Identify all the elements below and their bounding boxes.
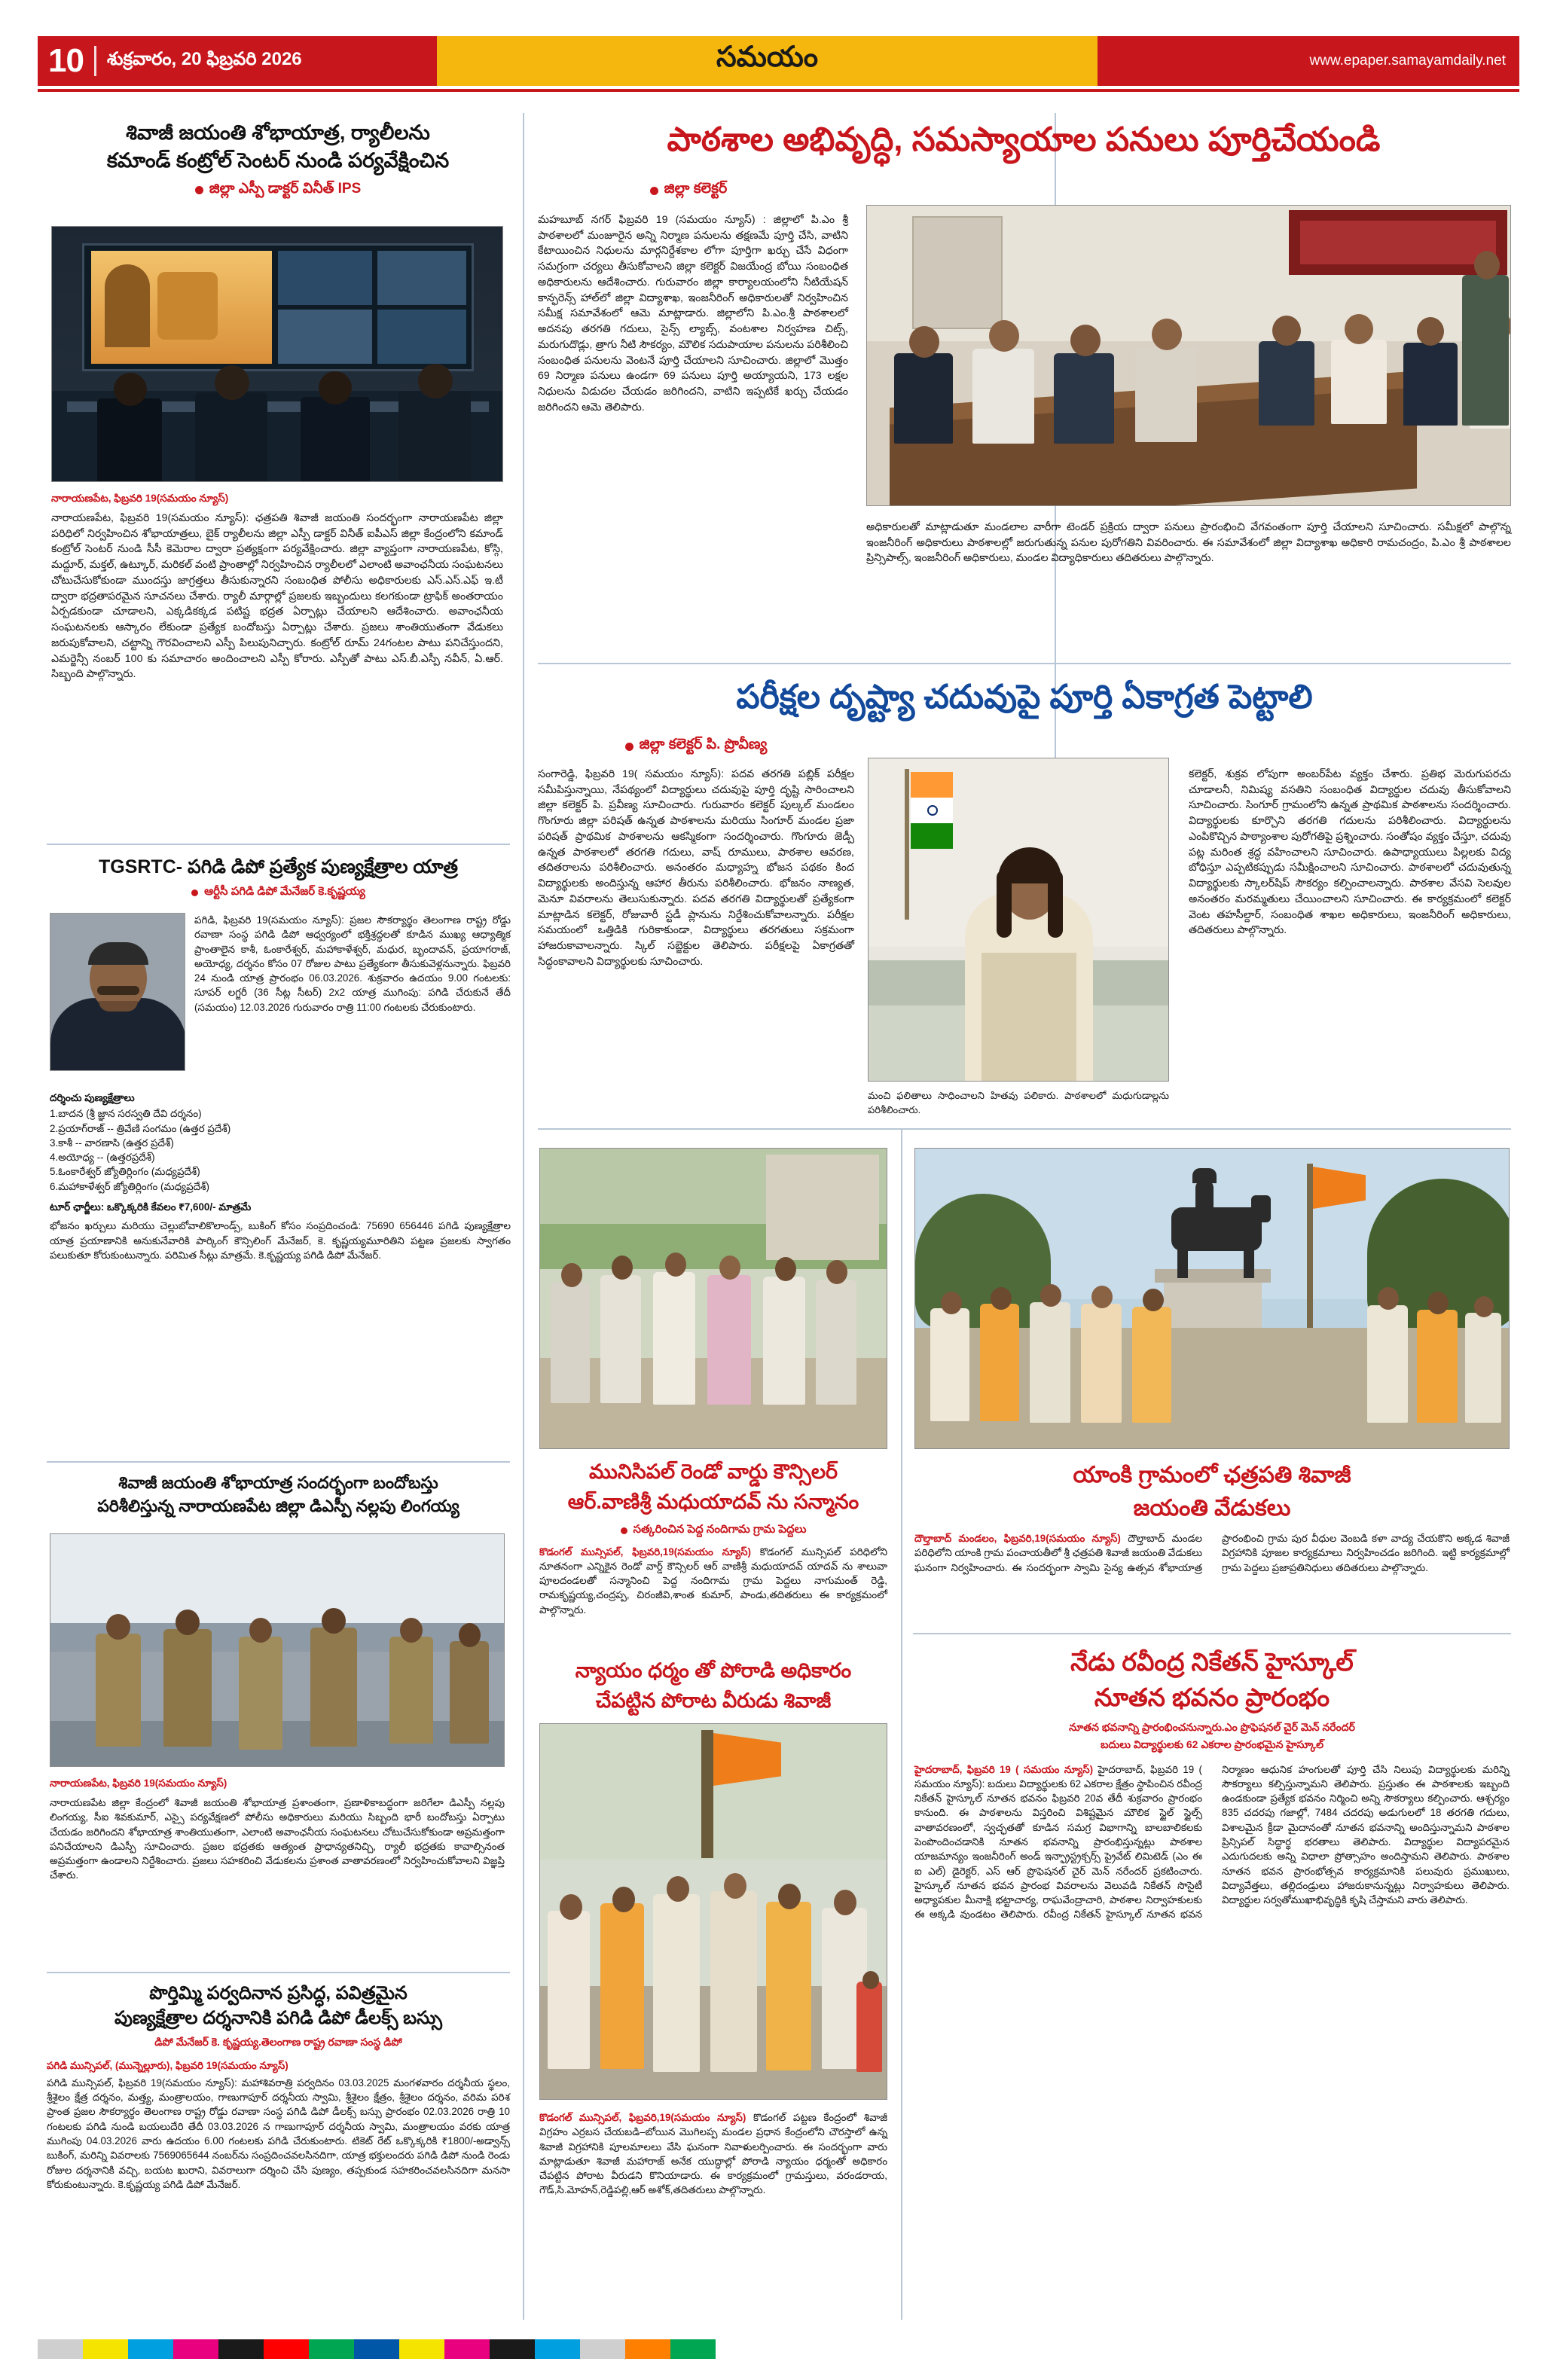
col4-story2-headline-1: నేడు రవీంద్ర నికేతన్ హైస్కూల్ <box>1070 1648 1354 1676</box>
col2-divider-2 <box>538 1128 1511 1130</box>
col2-main-byline-wrap <box>538 181 839 200</box>
col4-story1-headline-1: యాంకి గ్రామంలో ఛత్రపతి శివాజీ <box>1073 1463 1351 1488</box>
col4-story2-sub-2: బదులు విద్యార్థులకు 62 ఎకరాల ప్రారంభమైన హైస్కూల్ <box>1100 1738 1324 1750</box>
pilgrim-item: 1.బాదన (శ్రీ జ్ఞాన సరస్వతి దేవి దర్శనం) <box>50 1108 202 1120</box>
col4-story1-headline-2: జయంతి వేడుకలు <box>1133 1495 1291 1521</box>
col1-block4 <box>47 1982 510 2192</box>
col1-lead-body: నారాయణపేట, ఫిబ్రవరి 19(సమయం న్యూస్): ఛత్రపతి శివాజీ జయంతి సందర్భంగా నారాయణపేట జిల్లా పరిధిలో నిర్వహించిన శోభాయాత్రలు, బైక్ ర్యాలీలను జిల్లా ఎస్పీ డాక్టర్ వినీత్ ఐపీఎస్ జిల్లా కేంద్రంలోని కమాండ్ కంట్రోల్ సెంటర్ నుండి సీసీ కెమెరాల ద్వారా ప్రత్యక్షంగా పర్యవేక్షించారు. జిల్లా వ్యాప్తంగా నారాయణపేట, కోస్గి, మద్దూర్, మక్తల్, ఉట్కూర్, మరికల్ వంటి ప్రాంతాల్లో నిర్వహించిన ర్యాలీలలో ఎలాంటి అవాంఛనీయ సంఘటనలు చోటుచేసుకోకుండా ముందస్తు జాగ్రత్తలు తీసుకున్నారని సంబంధిత పోలీసు అధికారులకు ఎస్.ఎస్.ఎఫ్ ఇ.టీ ద్వారా భద్రతాపరమైన సూచనలు చేశారు. ర్యాలీ మార్గాల్లో ప్రజలకు ఇబ్బందులు కలగకుండా ట్రాఫిక్ అంతరాయం ఏర్పడకుండా చూడాలని, ఎక్కడికక్కడ పటిష్ట భద్రత ఏర్పాట్లు చేయాలని ఆదేశించారు. అవాంఛనీయ సంఘటనలకు ఆస్కారం లేకుండా ప్రత్యేక బందోబస్తు ఏర్పాట్లు చేశారు. ప్రజలు శాంతియుతంగా వేడుకలు జరుపుకోవాలని, చట్టాన్ని గౌరవించాలని ఎస్పీ పిలుపునిచ్చారు. కంట్రోల్ రూమ్ 24గంటల పాటు పనిచేస్తుందని, ఎమర్జెన్సీ నంబర్ 100 కు సమాచారం అందించాలని ఎస్పీ కోరారు. ఎస్పీతో పాటు ఎస్.బీ.ఎస్పీ నవీన్, ఏ.ఆర్. సిబ్బంది పాల్గొన్నారు. <box>51 512 503 681</box>
col3-story2-headline-1: న్యాయం ధర్మం తో పోరాడి అధికారం <box>575 1659 852 1682</box>
col2-main-bullet-row <box>538 181 839 200</box>
photo-councillor-felicitation <box>539 1148 887 1449</box>
col3-story2-byline: కొడంగల్ మున్సిపల్, ఫిబ్రవరి,19(సమయం న్యూస్) <box>539 2112 746 2123</box>
col1-tour-note: భోజనం ఖర్చులు మరియు చెల్లుబోవాలికొలాండ్స్, బుకింగ్ కోసం సంప్రదించండి: 75690 656446 పగిడి పుణ్యక్షేత్రాల యాత్ర ప్రయాణానికి అనుకునేవారికి పార్కింగ్ కౌన్సిలింగ్ మేనేజర్, కె. కృష్ణయ్యమూరితిని పట్టణ ప్రజలకు స్వాగతం పలుకుతూ కోరుకుంటున్నారు. పరిమిత సీట్లు మాత్రమే. కె.కృష్ణయ్య పగిడి డిపో మేనేజర్. <box>50 1220 511 1261</box>
pilgrim-item: 2.ప్రయాగ్‌రాజ్ -- త్రివేణి సంగమం (ఉత్తర ప్రదేశ్) <box>50 1122 231 1134</box>
col2-main-body-left: మహబూబ్ నగర్ ఫిబ్రవరి 19 (సమయం న్యూస్) : జిల్లాలో పి.ఎం శ్రీ పాఠశాలలో మంజూరైన అన్ని నిర్మాణ పనులను తక్షణమే పూర్తి చేసి, వాటిని కేటాయించిన నిధులను మార్గనిర్దేశకాల లోగా పూర్తిగా ఖర్చు చేసే విధంగా సమగ్రంగా చర్యలు తీసుకోవాలని జిల్లా కలెక్టర్ విజయేంద్ర బోయి సంబంధిత అధికారులను ఆదేశించారు. గురువారం జిల్లా కార్యాలయంలోని నీటియేషన్ కాన్ఫరెన్స్ హాల్‌లో జిల్లా విద్యాశాఖ, ఇంజనీరింగ్ అధికారులతో నిర్వహించిన సమీక్ష సమావేశంలో ఆమె మాట్లాడారు. జిల్లాలోని పి.ఎం.శ్రీ పాఠశాలలో అదనపు తరగతి గదులు, సైన్స్ ల్యాబ్స్, వంటశాల నిర్వహణ చిట్స్, మరుగుదొడ్లు, త్రాగు నీటి సౌకర్యం, మౌలిక సదుపాయాల పనులను పరిశీలించి సంబంధిత పనులను వెంటనే పూర్తి చేయాలని సూచించారు. జిల్లాలో మొత్తం 69 నిర్మాణ పనులు ఉండగా 69 పనులు పూర్తి అయ్యాయని, 173 లక్షల నిధులను విడుదల చేయడం జరిగిందని, వాటిని ఇప్పటికే ఖర్చు చేయడం జరిగిందని ఆమె తెలిపారు. <box>538 214 848 413</box>
col2-second-byline-wrap <box>538 737 854 756</box>
col2-second-bullet-row <box>538 737 854 756</box>
col1-tour-charge-label: టూర్ ఛార్జీలు: <box>50 1201 105 1213</box>
masthead-left <box>38 36 437 86</box>
col4-story1-byline: దౌల్తాబాద్ మండలం, ఫిబ్రవరి,19(సమయం న్యూస్) <box>914 1533 1121 1544</box>
column-1 <box>44 121 512 200</box>
registration-color-bar <box>38 2339 716 2359</box>
bullet-dot-icon <box>625 743 633 751</box>
col1-pilgrim-block <box>50 1091 511 1262</box>
col1-tsrtc-byline-row <box>47 885 510 901</box>
col1-block4-byline: పగిడి మున్సిపల్, (మున్నెల్లూరు), ఫిబ్రవరి 19(సమయం న్యూస్) <box>47 2059 289 2071</box>
col1-lead-caption-dateline: నారాయణపేట, ఫిబ్రవరి 19(సమయం న్యూస్) <box>51 493 229 504</box>
col2-second-body-right: కలెక్టర్, శుక్రవ లోపుగా అంబర్‌పేట వ్యక్తం చేశారు. ప్రతిభ మెరుగుపరచు చూడాలనీ, నిమిష్య వసతిని సంబంధిత విద్యార్థుల చదువు తీసుకోవాలని సూచించారు. సింగూర్ గ్రామంలోని ఉన్నత ప్రాథమిక పాఠశాలను సందర్శించారు. విద్యార్థులకు కూర్చొని తరగతి గదులను పరిశీలించారు. విద్యార్థులను ఎంపికొచ్చిన పాఠ్యాంశాల పురోగతిపై ప్రశ్నించారు. సంతోషం వ్యక్తం చేస్తూ, చదువు పట్ల మరింత శ్రద్ధ వహించాలని సూచించారు. ఉపాధ్యాయులు పిల్లలకు విద్య బోధిస్తూ ఎప్పటికప్పుడు సమీక్షించాలని సూచించారు. పాఠశాలలో చదువుతున్న విద్యార్థులకు స్కాలర్‌షిప్ సౌకర్యం కల్పించాలన్నారు. పాఠశాల వేసవి సెలవుల అనంతరం మరమ్మతులు చేయించాలని సూచించారు. ఈ కార్యక్రమంలో కలెక్టర్ వెంట తహసీల్దార్, సంబంధిత శాఖల అధికారులు, ఇంజనీరింగ్ అధికారులు, తదితరులు పాల్గొన్నారు. <box>1189 768 1511 937</box>
col3-story2-headline-2: చేపట్టిన పోరాట వీరుడు శివాజీ <box>595 1689 832 1712</box>
col4-story2-body: హైదరాబాద్, ఫిబ్రవరి 19 ( సమయం న్యూస్): బదులు విద్యార్థులకు 62 ఎకరాల క్షేత్రం స్థాపించిన రవీంద్ర నికేతన్ హైస్కూల్ నూతన భవనం ఫిబ్రవరి 20వ తేదీ శుక్రవారం ప్రారంభం కానుంది. ఈ పాఠశాలను విస్తరించి విశిష్టమైన మౌలిక స్టైల్ స్టైల్స్ వాతావరణంలో, స్వచ్ఛతతో కూడిన సమగ్ర విభాగాన్ని బాలబాలికలకు పెంపొందించడానికి నూతన భవనాన్ని ప్రారంభిస్తున్నట్లు పాఠశాల యాజమాన్యం ఇంజనీరింగ్ అండ్ ఇన్ఫ్రాస్ట్రక్చర్స్ ప్రైవేట్ లిమిటెడ్ (ఎం ఈ ఐ ఎల్) డైరెక్టర్, ఎస్ ఆర్ ప్రొఫెషనల్ చైర్ మెన్ నరేందర్ ప్రకటించారు. హైస్కూల్ నూతన భవన ప్రారంభ వివరాలను వెలువడి నికేతన్ సొసైటీ అధ్యాపకుల మీనాక్షి భట్టాచార్య, రాఘవేంద్రాచారి, పాఠశాల నిర్వాహకులకు ఈ అక్కడి వుండటం తెలిపారు. రవీంద్ర నికేతన్ హైస్కూల్ నూతన భవన నిర్మాణం ఆధునిక హంగులతో పూర్తి చేసి నిలుపు విద్యార్థులకు మరిన్ని సౌకర్యాలు కల్పిస్తున్నామని తెలిపారు. ప్రస్తుతం ఈ పాఠశాలకు ఇబ్బంది ఉండకుండా ప్రత్యేక భవనం నిర్మించి అన్ని సౌకర్యాలు కల్పించారు. ఆశ్చర్యం 835 చదరపు గజాల్లో, 7484 చదరపు అడుగులలో 18 తరగతి గదులు, విశాలమైన క్రీడా మైదానంతో నూతన భవనాన్ని అందిస్తున్నామని పాఠశాల ప్రిన్సిపల్ సిద్ధార్థ భరతాలు తెలిపారు. విద్యార్థుల విద్యాపరమైన ఎదుగుదలకు అన్ని విధాలా ప్రోత్సాహం అందిస్తామని తెలిపారు. పాఠశాల నూతన భవన ప్రారంభోత్సవ కార్యక్రమానికి పలువురు ప్రముఖులు, విద్యావేత్తలు, తల్లిదండ్రులు హాజరుకానున్నట్లు నిర్వాహకులు తెలిపారు. విద్యార్థుల సర్వతోముఖాభివృద్ధికి కృషి చేస్తామని వారు తెలిపారు. <box>914 1763 1510 1921</box>
col3-story1-headline-1: మునిసిపల్ రెండో వార్డు కౌన్సిలర్ <box>588 1460 838 1483</box>
col2-second-body-left: సంగారెడ్డి, ఫిబ్రవరి 19( సమయం న్యూస్): పదవ తరగతి పబ్లిక్ పరీక్షల సమీపిస్తున్నాయి, నేపథ్యంలో విద్యార్థులు చదువుపై పూర్తి దృష్టి సారించాలని జిల్లా కలెక్టర్ పి. ప్రవీణ్య సూచించారు. గురువారం కలెక్టర్ పుల్కల్ మండలం గొంగూరు జిల్లా పరిషత్ ఉన్నత పాఠశాలను మరియు సింగూర్ మండల ప్రజా పరిషత్ ప్రాథమిక పాఠశాలను ఆకస్మికంగా సందర్శించారు. గొంగూరు జెడ్పీ ఉన్నత పాఠశాలలో తరగతి గదులు, వాష్ రూములు, పాఠశాల ఆవరణ, తదితరాలను పరిశీలించారు. అనంతరం మధ్యాహ్న భోజన పథకం కింద విద్యార్థులకు అందిస్తున్న ఆహార తీరును పరిశీలించారు. భోజనం నాణ్యత, మెనూ వివరాలను తెలుసుకున్నారు. పదవ తరగతి విద్యార్థులతో ప్రత్యేకంగా మాట్లాడిన కలెక్టర్, రోజువారీ స్టడీ ప్లానును నిర్దేశించుకోవాలన్నారు. పరీక్షల సమయంలో ఒత్తిడికి గురికాకుండా, విద్యార్థులు తరగతులు సక్రమంగా హాజరుకావాలన్నారు. స్కిల్ సబ్జెక్టుల తెలిపారు. పరీక్షలపై ఏకాగ్రతతో సిద్ధంకావాలని విద్యార్థులకు సూచించారు. <box>538 768 854 968</box>
col1-block4-headline-1: పొర్తిమ్మి పర్వదినాన ప్రసిద్ధ, పవిత్రమైన <box>149 1983 408 2003</box>
col1-block3-headline-1: శివాజీ జయంతి శోభాయాత్ర సందర్భంగా బందోబస్తు <box>118 1473 438 1492</box>
col2-main-body-right: అధికారులతో మాట్లాడుతూ మండలాల వారీగా టెండర్ ప్రక్రియ ద్వారా పనులు ప్రారంభించి వేగవంతంగా పూర్తి చేయాలని సూచించారు. సమీక్షలో పాల్గొన్న ఇంజనీరింగ్ అధికారులు పాఠశాలల్లో జరుగుతున్న పనుల పురోగతిని వివరించారు. ఈ సమావేశంలో జిల్లా విద్యాశాఖ అధికారి రామచంద్రం, పి.ఎం శ్రీ పాఠశాలల ప్రిన్సిపాల్స్, ఇంజనీరింగ్ అధికారులు, మండల విద్యాధికారులు తదితరులు పాల్గొన్నారు. <box>866 521 1511 565</box>
epaper-url[interactable]: www.epaper.samayamdaily.net <box>1309 53 1506 69</box>
col1-block3-body: నారాయణపేట జిల్లా కేంద్రంలో శివాజీ జయంతి శోభాయాత్ర ప్రశాంతంగా, ప్రణాళికాబద్ధంగా జరిగేలా డిఎస్పీ నల్లపు లింగయ్య, సీఐ శివకుమార్, ఎస్సై పర్యవేక్షణలో పోలీసు అధికారులు మరియు సిబ్బంది భారీ బందోబస్తు ఏర్పాటు చేయడం జరిగిందని శోభాయాత్ర శాంతియుతంగా, ఎలాంటి అవాంఛనీయ సంఘటనలు చోటుచేసుకోకుండా అప్రమత్తంగా పనిచేయాలని డిఎస్పీ సూచించారు. ప్రజల భద్రతకు ఆత్యంత ప్రాధాన్యతనిచ్చి, ర్యాలీ భద్రతకు కావాల్సినంత అప్రమత్తంగా ఉండాలని నిర్దేశించారు. ప్రజలు సహకరించి వేడుకలను ప్రశాంత వాతావరణంలో నిర్వహించుకోవాలని విజ్ఞప్తి చేశారు. <box>50 1797 505 1881</box>
masthead <box>38 36 1519 86</box>
col4-story2-byline: హైదరాబాద్, ఫిబ్రవరి 19 ( సమయం న్యూస్) <box>914 1763 1094 1775</box>
col1-tsrtc-body: పగిడి, ఫిబ్రవరి 19(సమయం న్యూస్): ప్రజల సౌకర్యార్థం తెలంగాణ రాష్ట్ర రోడ్డు రవాణా సంస్థ పగిడి డిపో ఆధ్వర్యంలో భక్తిశ్రద్ధలతో కూడిన ముఖ్య ఆధ్యాత్మిక ప్రాంతాలైన కాశీ, ఓంకారేశ్వర్, మహాకాళేశ్వర్, మధుర, బృందావన్, ప్రయాగరాజ్, అయోధ్య, దర్శనం కోసం 07 రోజుల పాటు ప్రత్యేకంగా తీసుకువెళ్లనున్నారు. ఫిబ్రవరి 24 నుండి యాత్ర ప్రారంభం 06.03.2026. శుక్రవారం ఉదయం 9.00 గంటలకు: సూపర్ లగ్జరీ (36 సీట్ల సీటర్) 2x2 యాత్ర ముగింపు: పగిడి చేరుకునే తేదీ (సమయం) 12.03.2026 గురువారం రాత్రి 11:00 గంటలకు చేరుకుంటారు. <box>194 914 511 1013</box>
col3-story1-headline-2: ఆర్.వాణిశ్రీ మధుయాదవ్ ను సన్మానం <box>567 1490 859 1513</box>
col4-story1-body: దౌల్తాబాద్ మండల పరిధిలోని యాంకి గ్రామ పంచాయతీలో శ్రీ ఛత్రపతి శివాజీ జయంతి వేడుకలు ఘనంగా నిర్వహించారు. ఈ సందర్భంగా స్వామి సైన్య ఉత్సవ శోభాయాత్ర ప్రారంభించి గ్రామ పుర వీధుల వెంబడి కళా వాద్య చేయకొని అక్కడ శివాజీ విగ్రహానికి పూజల కార్యక్రమాలు నిర్వహించడం జరిగింది. ఇట్టి కార్యక్రమాల్లో గ్రామ పెద్దలు ప్రజాప్రతినిధులు తదితరులు పాల్గొన్నారు. <box>914 1533 1510 1573</box>
col3-story1-body: కొడంగల్ మున్సిపల్ పరిధిలోని నూతనంగా ఎన్నికైన రెండో వార్డ్ కౌన్సిలర్ ఆర్ వాణిశ్రీ మధుయాదవ్ యాదవ్ ను శాలువా పూలదండలతో సన్మానించి పెద్ద నందిగామ గ్రామ పెద్దలు నాగుమంత్ రెడ్డి, రామకృష్ణయ్య,చంద్రప్ప, చిరంజీవి,శాంత కుమార్, పాండు,తదితరులు ఈ కార్యక్రమంలో పాల్గొన్నారు. <box>539 1545 887 1616</box>
pilgrim-item: 3.కాశీ -- వారణాసి (ఉత్తర ప్రదేశ్) <box>50 1137 174 1149</box>
col1-tsrtc-block <box>47 856 510 901</box>
col1-divider-2 <box>47 1461 510 1463</box>
col2-second-photo-caption: మంచి ఫలితాలు సాధించాలని హితవు పలికారు. పాఠశాలలో మధుగుడాల్లను పరిశీలించారు. <box>868 1090 1169 1115</box>
col1-block3-heads <box>47 1473 510 1517</box>
col1-block3-caption-dateline: నారాయణపేట, ఫిబ్రవరి 19(సమయం న్యూస్) <box>50 1777 227 1789</box>
col1-block4-headline-2: పుణ్యక్షేత్రాల దర్శనానికి పగిడి డిపో డీలక్స్ బస్సు <box>114 2008 442 2029</box>
col3-story1-byline: కొడంగల్ మున్సిపల్, ఫిబ్రవరి,19(సమయం న్యూస్) <box>539 1545 751 1558</box>
photo-collector-meeting <box>866 205 1511 506</box>
bullet-dot-icon <box>191 889 198 896</box>
column-rule-1 <box>523 113 524 2320</box>
masthead-divider <box>94 46 96 76</box>
col3-story1-bullet-row <box>539 1523 887 1539</box>
col2-divider-1 <box>538 663 1511 664</box>
publication-title: సమయం <box>716 41 818 73</box>
column-rule-2 <box>901 1130 902 2320</box>
bullet-dot-icon <box>195 186 203 194</box>
col2-second-headline: పరీక్షల దృష్ట్యా చదువుపై పూర్తి ఏకాగ్రత పెట్టాలి <box>736 679 1313 716</box>
col1-lead-headline-2: కమాండ్ కంట్రోల్ సెంటర్ నుండి పర్యవేక్షించిన <box>106 148 450 172</box>
col1-lead-byline: జిల్లా ఎస్పీ డాక్టర్ వినీత్ IPS <box>209 180 362 197</box>
masthead-center <box>437 36 1098 86</box>
photo-yanki-village-shivaji <box>914 1148 1510 1449</box>
masthead-date: శుక్రవారం, 20 ఫిబ్రవరి 2026 <box>106 48 302 69</box>
col1-block3-caption-line <box>50 1776 505 1791</box>
masthead-right <box>1098 36 1519 86</box>
col1-tsrtc-headline: TGSRTC- పగిడి డిపో ప్రత్యేక పుణ్యక్షేత్రాల యాత్ర <box>98 856 458 877</box>
col1-block4-sub: డిపో మేనేజర్ కె. కృష్ణయ్య.తెలంగాణ రాష్ట్ర రవాణా సంస్థ డిపో <box>154 2035 402 2048</box>
col4-story2-headline-2: నూతన భవనం ప్రారంభం <box>1094 1683 1330 1712</box>
col1-lead-caption <box>51 491 503 506</box>
col4-story2 <box>914 1646 1510 1922</box>
col2-second-bullet: జిల్లా కలెక్టర్ పి. ప్రొవీణ్య <box>639 737 768 752</box>
col4-divider-1 <box>913 1633 1511 1634</box>
col3-story1 <box>539 1460 887 1617</box>
col3-story2-body: కొడంగల్ పట్టణ కేంద్రంలో శివాజీ విగ్రహం ఎర్రబస చేయబడి–బోయిన మొగిలప్ప మండల ప్రధాన కేంద్రంలోని చౌరస్తాలో ఉన్న శివాజీ విగ్రహానికి పూలమాలలు వేసి ఘనంగా నివాళులర్పించారు. ఈ సందర్భంగా వారు మాట్లాడుతూ శివాజీ మహారాజ్ అనేక యుద్ధాల్లో పోరాడి న్యాయం ధర్మంతో అధికారం చేపట్టిన పోరాట వీరుడని కొనియాడారు. ఈ కార్యక్రమంలో గ్రామస్తులు, వరండరాయ, గౌడ్,సి.మోహన్,రెడ్డిపల్లి,ఆర్ అశోక్,తదితరులు పాల్గొన్నారు. <box>539 2112 887 2196</box>
pilgrim-item: 5.ఓంకారేశ్వర్ జ్యోతిర్లింగం (మధ్యప్రదేశ్) <box>50 1166 200 1178</box>
col2-main-headline-wrap <box>538 119 1510 160</box>
col1-block3-headline-2: పరిశీలిస్తున్న నారాయణపేట జిల్లా డిఎస్పీ నల్లపు లింగయ్య <box>97 1496 459 1515</box>
photo-district-collector <box>868 758 1169 1082</box>
page-number: 10 <box>48 42 84 79</box>
masthead-rule <box>38 89 1519 92</box>
col2-main-bullet: జిల్లా కలెక్టర్ <box>664 181 728 197</box>
col3-story2-text <box>539 2110 887 2198</box>
col1-pilgrim-heading: దర్శించు పుణ్యక్షేత్రాలు <box>50 1092 135 1103</box>
col3-story1-bullet: సత్కరించిన పెద్ద నందిగామ గ్రామ పెద్దలు <box>633 1522 807 1536</box>
photo-police-bandobast <box>50 1533 505 1767</box>
col2-main-headline: పాఠశాల అభివృద్ధి, సమస్యాయాల పనులు పూర్తిచేయండి <box>667 121 1381 158</box>
photo-command-control-center <box>51 226 503 482</box>
col1-tour-charge-text: ఒక్కొక్కరికి కేవలం ₹7,600/- మాత్రమే <box>106 1201 252 1213</box>
col1-block4-body: పగిడి మున్సిపల్, ఫిబ్రవరి 19(సమయం న్యూస్): మహాశివరాత్రి పర్వదినం 03.03.2025 మంగళవారం దర్శనీయ స్థలం, శ్రీశైలం క్షేత్ర దర్శనం, మత్త్య, మంత్రాలయం, గాణుగాపూర్ దర్శనీయ స్వామి, శ్రీశైలం క్షేత్రం, శ్రీశైలం దర్శనం, వరిమ పరిశ ప్రాంత ప్రజల సౌకర్యార్థం తెలంగాణ రాష్ట్ర రోడ్డు రవాణా సంస్థ పగిడి డిపో డీలక్స్ బస్సు ప్రారంభం 02.03.2026 రాత్రి 10 గంటలకు పగిడి నుండి బయలుదేరి తేదీ 03.03.2026 న గాణుగాపూర్ దర్శనీయ స్వామి, మంత్రాలయం వరకు యాత్ర ముగింపు 04.03.2026 వారు ఉదయం 6.00 గంటలకు పగిడి చేరుకుంటారు. టికెట్ రేట్ ఒక్కొక్కరికి ₹1800/-అడ్వాన్స్ బుకింగ్, మరిన్ని వివరాలకు 7569065644 నంబర్‌ను సంప్రదించవలసినదిగా, యాత్ర భక్తులందరు పగిడి డిపో నుండి రెండు రోజుల దర్శనానికి వచ్చి, బయట ఖురాని, వివరాలుగా దర్శించి చేసి పుణ్యం, తప్పకుండ సహకరించవలసినదిగా మనసా కోరుకుంటున్నారు. కె.కృష్ణయ్య పగిడి డిపో మేనేజర్. <box>47 2076 510 2190</box>
col1-lead-headline-1: శివాజీ జయంతి శోభాయాత్ర, ర్యాలీలను <box>126 121 430 144</box>
col2-second-headline-wrap <box>538 676 1511 718</box>
col1-divider-3 <box>47 1972 510 1973</box>
col3-story2-heads <box>539 1658 887 1714</box>
pilgrim-item: 6.మహాకాళేశ్వర్ జ్యోతిర్లింగం (మధ్యప్రదేశ్) <box>50 1180 209 1192</box>
col1-lead-byline-row <box>44 181 512 200</box>
photo-shivaji-statue-garlanding <box>539 1723 887 2100</box>
pilgrim-item: 4.అయోధ్య -- (ఉత్తరప్రదేశ్) <box>50 1152 155 1164</box>
bullet-dot-icon <box>621 1527 627 1534</box>
photo-depot-manager-portrait <box>50 913 185 1071</box>
bullet-dot-icon <box>650 187 658 195</box>
col4-story1 <box>914 1461 1510 1575</box>
col1-divider-1 <box>47 844 510 845</box>
col1-tsrtc-byline: ఆర్టీసీ పగిడి డిపో మేనేజర్ కె.కృష్ణయ్య <box>204 884 365 898</box>
col4-story2-sub-1: నూతన భవనాన్ని ప్రారంభించనున్నారు.ఎం ప్రొఫెషనల్ చైర్ మెన్ నరేందర్ <box>1069 1720 1355 1733</box>
